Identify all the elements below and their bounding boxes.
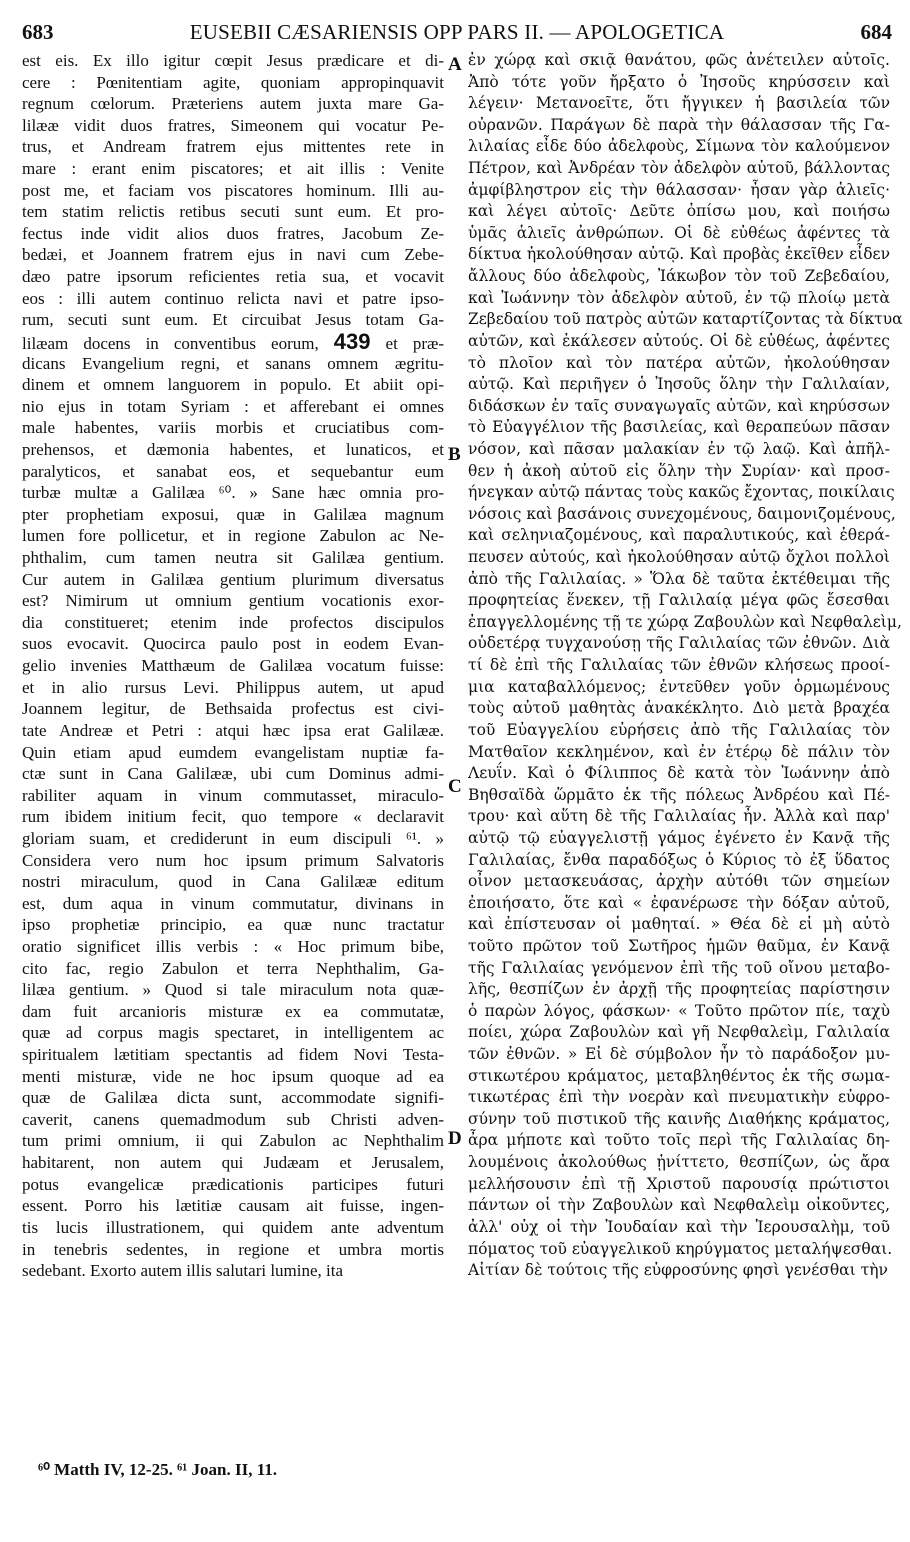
latin-line: habitarent, non autem qui Judæam et Jerusalem, xyxy=(22,1153,444,1173)
greek-line: δίκτυα ἠκολούθησαν αὐτῷ. Καὶ προβὰς ἐκεῖθεν εἶδεν xyxy=(468,245,890,264)
latin-line: lilæa gentium. » Quod si tale miraculum nota quæ- xyxy=(22,980,444,1000)
greek-line: τοὺς αὐτοῦ μαθητὰς ἀνακέκλητο. Διὸ μετὰ βραχέα xyxy=(468,699,890,718)
latin-line: oratio significet illis verbis : « Hoc primum bibe, xyxy=(22,936,444,956)
latin-line: prehensos, et dæmonia habentes, et lunaticos, et xyxy=(22,439,444,459)
latin-line: lilæam docens in conventibus eorum, 439 et præ- xyxy=(22,328,444,354)
greek-line: ἀμφίβληστρον εἰς τὴν θάλασσαν· ἦσαν γὰρ ἁλιεῖς· xyxy=(468,180,890,199)
latin-line: spiritualem lætitiam spectantis ad fidem Novi Testa- xyxy=(22,1045,444,1065)
greek-line: μια καταβαλλόμενος; ἐντεῦθεν γοῦν ὁρμωμένους xyxy=(468,677,890,696)
greek-line: Αἰτίαν δὲ τούτοις τῆς εὐφροσύνης φησὶ γενέσθαι τὴν xyxy=(468,1261,888,1280)
greek-line: σύνην τοῦ πιστικοῦ τῆς καινῆς Διαθήκης κράματος, xyxy=(468,1109,890,1128)
latin-line: in tenebris sedentes, in regione et umbra mortis xyxy=(22,1239,444,1259)
latin-line: cito fac, regio Zabulon et terra Nephthalim, Ga- xyxy=(22,958,444,978)
greek-line: τῶν ἐθνῶν. » Εἰ δὲ σύμβολον ἦν τὸ παράδοξον μυ- xyxy=(468,1045,890,1064)
greek-line: λουμένοις ἀκολούθως ᾐνίττετο, θεσπίζων, ὡς ἄρα xyxy=(468,1153,890,1172)
greek-line: τὸ πλοῖον καὶ τὸν πατέρα αὐτῶν, ἠκολούθησαν xyxy=(468,353,890,372)
greek-line: ἐν χώρᾳ καὶ σκιᾷ θανάτου, φῶς ἀνέτειλεν αὐτοῖς. xyxy=(468,51,890,69)
footnote: ⁶⁰ Matth IV, 12-25. ⁶¹ Joan. II, 11. xyxy=(38,1460,278,1479)
greek-line: οὐδετέρᾳ τυγχανούσῃ τῆς Γαλιλαίας τῶν ἐθνῶν. Διὰ xyxy=(468,634,890,653)
latin-line: Cur autem in Galilæa gentium plurimum diversatus xyxy=(22,569,444,589)
greek-line: διδάσκων ἐν ταῖς συναγωγαῖς αὐτῶν, καὶ κηρύσσων xyxy=(468,396,890,415)
latin-line: phthalim, cum tamen neutra sit Galilæa gentium. xyxy=(22,548,444,568)
latin-line: dam fuit arcanioris misturæ ex ea commutatæ, xyxy=(22,1001,444,1021)
greek-line: Ματθαῖον κεκλημένον, καὶ ἐν ἑτέρῳ δὲ πάλιν τὸν xyxy=(468,742,890,761)
greek-line: αὐτῶν, καὶ ἐκάλεσεν αὐτούς. Οἱ δὲ εὐθέως, ἀφέντες xyxy=(468,331,890,350)
greek-line: Βηθσαϊδὰ ὥρμᾶτο ἐκ τῆς πόλεως Ἀνδρέου καὶ Πέ- xyxy=(468,785,890,804)
latin-line: menti misturæ, vide ne hoc ipsum quoque ad ea xyxy=(22,1066,444,1086)
greek-line: Πέτρον, καὶ Ἀνδρέαν τὸν ἀδελφὸν αὐτοῦ, βάλλοντας xyxy=(468,159,890,178)
latin-line: male habentes, variis morbis et cruciatibus com- xyxy=(22,418,444,438)
margin-marker-b: B xyxy=(448,444,461,465)
latin-line: dicans Evangelium regni, et sanans omnem ægritu- xyxy=(22,353,444,373)
column-number-439: 439 xyxy=(333,328,371,354)
latin-line: et in alio rursus Levi. Philippus autem, ut apud xyxy=(22,677,444,697)
greek-line: ἀπὸ τῆς Γαλιλαίας. » Ὅλα δὲ ταῦτα ἐκτέθειμαι τῆς xyxy=(468,569,890,588)
greek-line: πευσεν αὐτούς, καὶ ἠκολούθησαν αὐτῷ ὄχλοι πολλοὶ xyxy=(468,548,890,567)
greek-line: τρου· καὶ αὕτη δὲ τῆς Γαλιλαίας ἦν. Ἀλλὰ καὶ παρ' xyxy=(468,807,890,826)
latin-line: tate Andreæ et Petri : atqui hæc ipsa erat Galilææ. xyxy=(22,720,444,740)
greek-line: καὶ λέγει αὐτοῖς· Δεῦτε ὀπίσω μου, καὶ ποιήσω xyxy=(468,202,890,221)
greek-line: πόματος τοῦ εὐαγγελικοῦ κηρύγματος μεταλήψεσθαι. xyxy=(468,1239,893,1258)
greek-line: λῆς, θεσπίζων ἐν ἀρχῇ τῆς προφητείας παρίστησιν xyxy=(468,980,890,999)
greek-line: ἐποιήσατο, ὅτε καὶ « ἐφανέρωσε τὴν δόξαν αὐτοῦ, xyxy=(468,893,890,912)
greek-line: νόσον, καὶ πᾶσαν μαλακίαν ἐν τῷ λαῷ. Καὶ ἀπῆλ- xyxy=(468,439,890,458)
latin-line: tum primi omnium, ii qui Zabulon ac Nephthalim xyxy=(22,1131,444,1151)
latin-line: rum, secuti sunt eum. Et circuibat Jesus totam Ga- xyxy=(22,310,444,330)
latin-line: rabiliter aquam in vinum commutasset, miraculo- xyxy=(22,785,444,805)
page-header xyxy=(22,10,892,44)
greek-line: ποίει, χώρα Ζαβουλὼν καὶ γῆ Νεφθαλεὶμ, Γαλιλαία xyxy=(468,1023,890,1042)
latin-line: rum ibidem initium fecit, quo tempore « declaravit xyxy=(22,807,444,827)
greek-column xyxy=(468,50,903,1282)
latin-line: dinem et omnem languorem in populo. Et abiit opi- xyxy=(22,375,444,395)
latin-line: gelio invenies Matthæum de Galilæa vocatum fuisse: xyxy=(22,656,444,676)
greek-line: αὐτῷ. Καὶ περιῆγεν ὁ Ἰησοῦς ὅλην τὴν Γαλιλαίαν, xyxy=(468,375,890,394)
greek-line: ἐπαγγελλομένης τῇ τε χώρᾳ Ζαβουλὼν καὶ Νεφθαλεὶμ, xyxy=(468,612,902,631)
greek-line: ήνεγκαν αὐτῷ πάντας τοὺς κακῶς ἔχοντας, ποικίλαις xyxy=(468,483,895,502)
greek-line: ἀλλ' οὐχ οἱ τὴν Ἰουδαίαν καὶ τὴν Ἱερουσαλὴμ, τοῦ xyxy=(468,1217,890,1236)
latin-line: dia constitueret; etenim inde profectos discipulos xyxy=(22,612,444,632)
greek-line: οὐρανῶν. Παράγων δὲ παρὰ τὴν θάλασσαν τῆς Γα- xyxy=(468,115,890,134)
greek-line: ὁ παρὼν λόγος, φάσκων· « Τοῦτο πρῶτον πίε, ταχὺ xyxy=(468,1001,890,1020)
greek-line: Γαλιλαίας, ἔνθα παραδόξως ὁ Κύριος τὸ ἐξ ὕδατος xyxy=(468,850,890,869)
latin-line: Quin etiam apud eumdem evangelistam nuptiæ fa- xyxy=(22,742,444,762)
greek-line: καὶ Ἰωάννην τὸν ἀδελφὸν αὐτοῦ, ἐν τῷ πλοίῳ μετὰ xyxy=(468,288,890,307)
latin-column xyxy=(22,50,444,1282)
latin-line: gloriam suam, et crediderunt in eum discipuli ⁶¹. » xyxy=(22,828,444,848)
margin-marker-c: C xyxy=(448,776,462,797)
latin-line: lumen fore pollicetur, et in regione Zabulon ac Ne- xyxy=(22,526,444,546)
latin-line: fectus inde vidit alios duos fratres, Jacobum Ze- xyxy=(22,223,444,243)
latin-line: paralyticos, et sanabat eos, et sequebantur eum xyxy=(22,461,444,481)
latin-line: quæ de Galilæa dicta sunt, accommodate signifi- xyxy=(22,1088,444,1108)
latin-line: turbæ multæ a Galilæa ⁶⁰. » Sane hæc omnia pro- xyxy=(22,483,444,503)
latin-line: post me, et faciam vos piscatores hominum. Illi au- xyxy=(22,180,444,200)
greek-line: Λευΐν. Καὶ ὁ Φίλιππος δὲ κατὰ τὸν Ἰωάννην ἀπὸ xyxy=(468,764,890,783)
greek-line: ἄλλους δύο ἀδελφοὺς, Ἰάκωβον τὸν τοῦ Ζεβεδαίου, xyxy=(468,267,890,286)
latin-line: caverit, canens quemadmodum sub Christi adven- xyxy=(22,1109,444,1129)
latin-line: essent. Porro his lætitiæ causam ait fuisse, ingen- xyxy=(22,1196,444,1216)
greek-line: πάντων οἱ τὴν Ζαβουλὼν καὶ Νεφθαλεὶμ οἰκοῦντες, xyxy=(468,1196,890,1215)
latin-line: lilææ vidit duos fratres, Simeonem qui vocatur Pe- xyxy=(22,115,444,135)
greek-line: τὸ Εὐαγγέλιον τῆς βασιλείας, καὶ θεραπεύων πᾶσαν xyxy=(468,418,890,437)
margin-marker-d: D xyxy=(448,1128,462,1149)
greek-line: στικωτέρου κράματος, μεταβληθέντος ἐκ τῆς σωμα- xyxy=(468,1066,890,1085)
latin-line: cere : Pœnitentiam agite, quoniam appropinquavit xyxy=(22,72,444,92)
greek-line: καὶ σεληνιαζομένους, καὶ παραλυτικούς, καὶ ἐθερά- xyxy=(468,526,890,545)
greek-line: ἆρα μήποτε καὶ τοῦτο τοῖς περὶ τῆς Γαλιλαίας δη- xyxy=(468,1131,890,1150)
latin-line: Considera vero num hoc ipsum primum Salvatoris xyxy=(22,850,444,870)
greek-line: Ἀπὸ τότε γοῦν ἤρξατο ὁ Ἰησοῦς κηρύσσειν καὶ xyxy=(468,72,890,91)
page-number-left: 683 xyxy=(22,20,54,44)
greek-line: ὑμᾶς ἁλιεῖς ἀνθρώπων. Οἱ δὲ εὐθέως ἀφέντες τὰ xyxy=(468,223,890,242)
latin-line: est, dum aqua in vinum commutatur, divinans in xyxy=(22,893,444,913)
greek-line: θεν ἡ ἀκοὴ αὐτοῦ εἰς ὅλην τὴν Συρίαν· καὶ προσ- xyxy=(468,461,890,480)
latin-line: ctæ sunt in Cana Galilææ, ubi cum Dominus admi- xyxy=(22,764,444,784)
greek-line: νόσοις καὶ βασάνοις συνεχομένους, δαιμονιζομένους, xyxy=(468,504,896,523)
greek-line: τοῦ Εὐαγγελίου εὑρήσεις ἀπὸ τῆς Γαλιλαίας τὸν xyxy=(468,720,890,739)
running-title: EUSEBII CÆSARIENSIS OPP PARS II. — APOLOGETICA xyxy=(189,20,725,44)
margin-marker-a: A xyxy=(448,54,462,75)
greek-line: τί δὲ ἐπὶ τῆς Γαλιλαίας τῶν ἐθνῶν κλήσεως προοί- xyxy=(468,656,890,675)
latin-line: dæo patre ipsorum reficientes retia sua, et vocavit xyxy=(22,267,444,287)
latin-line: trus, et Andream fratrem ejus mittentes rete in xyxy=(22,137,444,157)
latin-line: nostri miraculum, quod in Cana Galilææ editum xyxy=(22,872,444,892)
greek-line: τικωτέρας ἐπὶ τὴν νοερὰν καὶ πνευματικὴν εὐφρο- xyxy=(468,1088,890,1107)
latin-line: est eis. Ex illo igitur cœpit Jesus prædicare et di- xyxy=(22,51,444,70)
latin-line: nio ejus in totam Syriam : et afferebant ei omnes xyxy=(22,396,444,416)
latin-line: est? Nimirum ut omnium gentium vocationis exor- xyxy=(22,591,444,611)
latin-line: potus evangelicæ prædicationis participes futuri xyxy=(22,1174,444,1194)
latin-line: sedebant. Exorto autem illis salutari lumine, ita xyxy=(22,1261,344,1281)
greek-line: λιλαίας εἶδε δύο ἀδελφοὺς, Σίμωνα τὸν καλούμενον xyxy=(468,137,890,156)
greek-line: αὐτῷ τῷ εὐαγγελιστῇ γάμος ἐγένετο ἐν Κανᾷ τῆς xyxy=(468,828,890,847)
latin-line: Joannem legitur, de Bethsaida profectus est civi- xyxy=(22,699,444,719)
greek-line: προφητείας ἕνεκεν, τῇ Γαλιλαίᾳ μέγα φῶς ἔσεσθαι xyxy=(468,591,890,610)
greek-line: μελλήσουσιν ἐπὶ τῇ Χριστοῦ παρουσίᾳ πρώτιστοι xyxy=(468,1174,890,1193)
greek-line: Ζεβεδαίου τοῦ πατρὸς αὐτῶν καταρτίζοντας τὰ δίκτυα xyxy=(468,310,903,329)
page-number-right: 684 xyxy=(860,20,892,44)
greek-line: καὶ ἐπίστευσαν οἱ μαθηταί. » Θέα δὲ εἰ μὴ αὐτὸ xyxy=(468,915,890,934)
latin-line: eos : illi autem continuo relicta navi et patre ipso- xyxy=(22,288,444,308)
latin-line: pter prophetiam exposui, quæ in Galilæa magnum xyxy=(22,504,444,524)
latin-line: tis lucis illustrationem, qui quidem ante adventum xyxy=(22,1217,444,1237)
latin-line: regnum cœlorum. Præteriens autem juxta mare Ga- xyxy=(22,94,444,114)
greek-line: οἶνον μετασκευάσας, ἀρχὴν αὐτόθι τῶν σημείων xyxy=(468,872,890,891)
latin-line: tem statim relictis retibus secuti sunt eum. Et pro- xyxy=(22,202,444,222)
latin-line: quæ ad corpus magis spectaret, in intelligentem ac xyxy=(22,1023,444,1043)
greek-line: τοῦτο πρῶτον τοῦ Σωτῆρος ἡμῶν θαῦμα, ἐν Κανᾷ xyxy=(468,936,890,955)
latin-line: ipso prophetiæ principio, ea quæ nunc tractatur xyxy=(22,915,444,935)
latin-line: suos evocavit. Quocirca paulo post in eodem Evan- xyxy=(22,634,444,654)
latin-line: bedæi, et Joannem fratrem ejus in navi cum Zebe- xyxy=(22,245,444,265)
greek-line: λέγειν· Μετανοεῖτε, ὅτι ἤγγικεν ἡ βασιλεία τῶν xyxy=(468,94,890,113)
latin-line: mare : erant enim piscatores; et ait illis : Venite xyxy=(22,159,444,179)
greek-line: τῆς Γαλιλαίας γενόμενον ἐπὶ τῆς τοῦ οἴνου μεταβο- xyxy=(468,958,890,977)
